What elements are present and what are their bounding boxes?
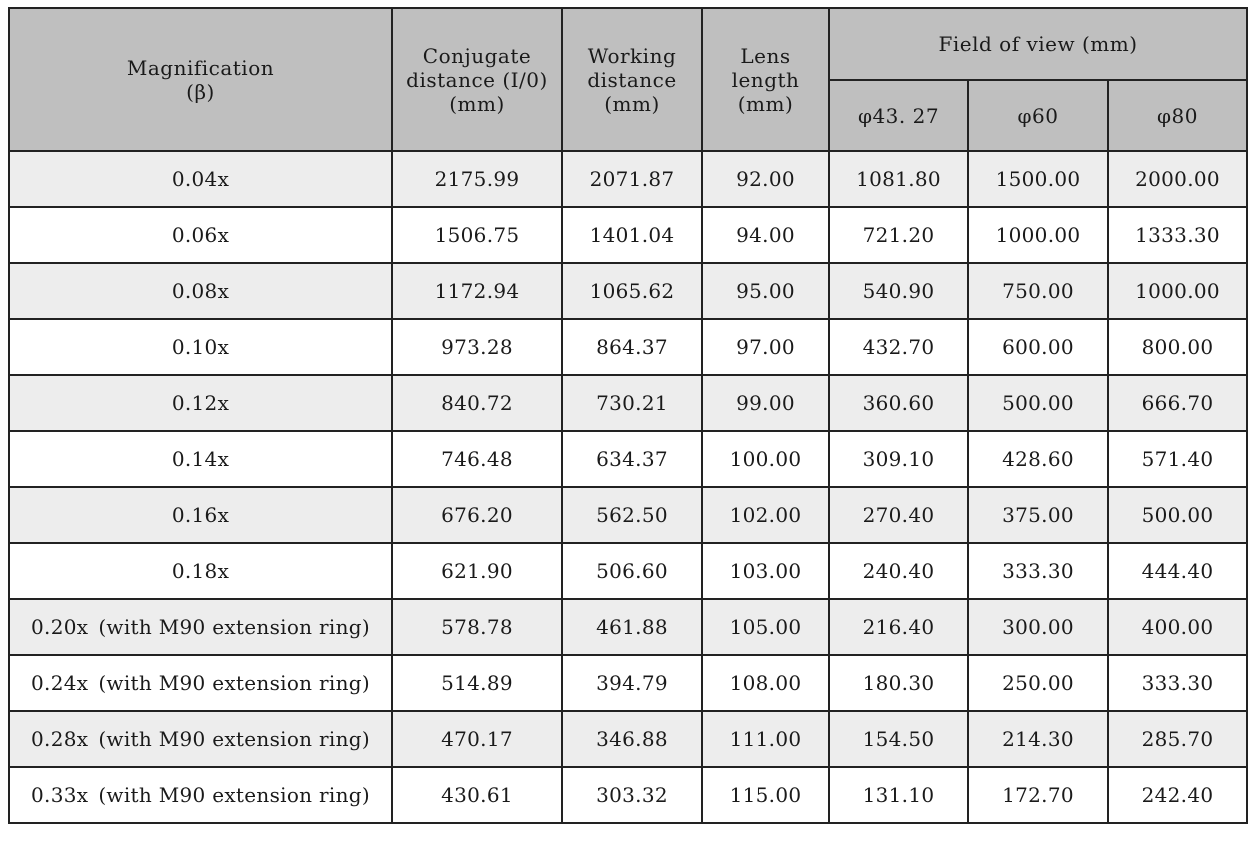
fov-60-cell: 428.60 bbox=[968, 431, 1108, 487]
lens-length-cell: 103.00 bbox=[702, 543, 829, 599]
fov-60-cell: 214.30 bbox=[968, 711, 1108, 767]
header-working-line-1: Working bbox=[587, 43, 677, 68]
magnification-cell bbox=[9, 599, 392, 655]
fov-43-cell: 180.30 bbox=[829, 655, 968, 711]
table-row bbox=[9, 655, 1247, 711]
conjugate-distance-cell: 840.72 bbox=[392, 375, 562, 431]
lens-length-cell: 97.00 bbox=[702, 319, 829, 375]
fov-80-cell: 571.40 bbox=[1108, 431, 1247, 487]
working-distance-cell: 346.88 bbox=[562, 711, 702, 767]
header-lens-length bbox=[702, 8, 829, 151]
fov-60-cell: 1000.00 bbox=[968, 207, 1108, 263]
lens-length-cell: 115.00 bbox=[702, 767, 829, 823]
working-distance-cell: 1401.04 bbox=[562, 207, 702, 263]
magnification-cell bbox=[9, 207, 392, 263]
working-distance-cell: 2071.87 bbox=[562, 151, 702, 207]
magnification-value: 0.04x bbox=[171, 167, 230, 191]
header-lens-line-2: length bbox=[731, 67, 800, 92]
header-fov-60: φ60 bbox=[968, 80, 1108, 151]
fov-60-cell: 300.00 bbox=[968, 599, 1108, 655]
magnification-cell bbox=[9, 767, 392, 823]
header-lens-line-3: (mm) bbox=[737, 91, 794, 116]
fov-60-cell: 333.30 bbox=[968, 543, 1108, 599]
lens-length-cell: 105.00 bbox=[702, 599, 829, 655]
header-magnification bbox=[9, 8, 392, 151]
header-working-distance bbox=[562, 8, 702, 151]
working-distance-cell: 730.21 bbox=[562, 375, 702, 431]
table-row bbox=[9, 207, 1247, 263]
fov-60-cell: 750.00 bbox=[968, 263, 1108, 319]
fov-80-cell: 500.00 bbox=[1108, 487, 1247, 543]
fov-60-cell: 250.00 bbox=[968, 655, 1108, 711]
fov-60-cell: 1500.00 bbox=[968, 151, 1108, 207]
conjugate-distance-cell: 973.28 bbox=[392, 319, 562, 375]
magnification-value: 0.12x bbox=[171, 391, 230, 415]
fov-80-cell: 1000.00 bbox=[1108, 263, 1247, 319]
fov-80-cell: 2000.00 bbox=[1108, 151, 1247, 207]
table-row bbox=[9, 319, 1247, 375]
magnification-value: 0.28x bbox=[31, 727, 89, 751]
conjugate-distance-cell: 578.78 bbox=[392, 599, 562, 655]
magnification-note: (with M90 extension ring) bbox=[98, 727, 370, 751]
fov-43-cell: 309.10 bbox=[829, 431, 968, 487]
fov-60-cell: 375.00 bbox=[968, 487, 1108, 543]
header-working-line-3: (mm) bbox=[604, 91, 660, 116]
lens-length-cell: 95.00 bbox=[702, 263, 829, 319]
magnification-cell bbox=[9, 375, 392, 431]
table-row bbox=[9, 431, 1247, 487]
magnification-note: (with M90 extension ring) bbox=[98, 783, 370, 807]
working-distance-cell: 461.88 bbox=[562, 599, 702, 655]
magnification-cell bbox=[9, 431, 392, 487]
magnification-value: 0.06x bbox=[171, 223, 230, 247]
magnification-value: 0.08x bbox=[171, 279, 230, 303]
fov-80-cell: 242.40 bbox=[1108, 767, 1247, 823]
conjugate-distance-cell: 621.90 bbox=[392, 543, 562, 599]
magnification-value: 0.18x bbox=[171, 559, 230, 583]
header-magnification-line-1: Magnification bbox=[126, 55, 275, 80]
header-magnification-line-2: (β) bbox=[186, 79, 215, 104]
table-header bbox=[9, 8, 1247, 151]
table-row bbox=[9, 711, 1247, 767]
header-conjugate-line-3: (mm) bbox=[449, 91, 505, 116]
table-row bbox=[9, 263, 1247, 319]
header-conjugate-line-1: Conjugate bbox=[422, 43, 532, 68]
conjugate-distance-cell: 1172.94 bbox=[392, 263, 562, 319]
magnification-cell bbox=[9, 487, 392, 543]
fov-80-cell: 1333.30 bbox=[1108, 207, 1247, 263]
fov-43-cell: 216.40 bbox=[829, 599, 968, 655]
table-row bbox=[9, 767, 1247, 823]
fov-43-cell: 240.40 bbox=[829, 543, 968, 599]
lens-length-cell: 92.00 bbox=[702, 151, 829, 207]
fov-43-cell: 360.60 bbox=[829, 375, 968, 431]
fov-43-cell: 432.70 bbox=[829, 319, 968, 375]
fov-80-cell: 444.40 bbox=[1108, 543, 1247, 599]
lens-length-cell: 102.00 bbox=[702, 487, 829, 543]
conjugate-distance-cell: 1506.75 bbox=[392, 207, 562, 263]
lens-length-cell: 100.00 bbox=[702, 431, 829, 487]
fov-43-cell: 154.50 bbox=[829, 711, 968, 767]
fov-43-cell: 540.90 bbox=[829, 263, 968, 319]
table-body bbox=[9, 151, 1247, 823]
conjugate-distance-cell: 746.48 bbox=[392, 431, 562, 487]
working-distance-cell: 634.37 bbox=[562, 431, 702, 487]
table-row bbox=[9, 599, 1247, 655]
magnification-cell bbox=[9, 263, 392, 319]
working-distance-cell: 864.37 bbox=[562, 319, 702, 375]
conjugate-distance-cell: 514.89 bbox=[392, 655, 562, 711]
lens-length-cell: 111.00 bbox=[702, 711, 829, 767]
magnification-note: (with M90 extension ring) bbox=[98, 671, 370, 695]
working-distance-cell: 1065.62 bbox=[562, 263, 702, 319]
fov-43-cell: 270.40 bbox=[829, 487, 968, 543]
magnification-cell bbox=[9, 319, 392, 375]
magnification-value: 0.14x bbox=[171, 447, 230, 471]
table-row bbox=[9, 151, 1247, 207]
magnification-cell bbox=[9, 151, 392, 207]
header-fov-80: φ80 bbox=[1108, 80, 1247, 151]
fov-60-cell: 600.00 bbox=[968, 319, 1108, 375]
header-conjugate-distance bbox=[392, 8, 562, 151]
lens-length-cell: 108.00 bbox=[702, 655, 829, 711]
table-row bbox=[9, 543, 1247, 599]
fov-60-cell: 172.70 bbox=[968, 767, 1108, 823]
fov-80-cell: 400.00 bbox=[1108, 599, 1247, 655]
fov-43-cell: 721.20 bbox=[829, 207, 968, 263]
magnification-note: (with M90 extension ring) bbox=[98, 615, 370, 639]
fov-80-cell: 666.70 bbox=[1108, 375, 1247, 431]
header-field-of-view: Field of view (mm) bbox=[829, 8, 1247, 80]
magnification-spec-table bbox=[8, 7, 1248, 824]
working-distance-cell: 506.60 bbox=[562, 543, 702, 599]
lens-length-cell: 94.00 bbox=[702, 207, 829, 263]
table-row bbox=[9, 487, 1247, 543]
conjugate-distance-cell: 470.17 bbox=[392, 711, 562, 767]
lens-length-cell: 99.00 bbox=[702, 375, 829, 431]
header-fov-43: φ43. 27 bbox=[829, 80, 968, 151]
magnification-value: 0.10x bbox=[171, 335, 230, 359]
fov-80-cell: 333.30 bbox=[1108, 655, 1247, 711]
fov-43-cell: 1081.80 bbox=[829, 151, 968, 207]
working-distance-cell: 562.50 bbox=[562, 487, 702, 543]
magnification-value: 0.33x bbox=[31, 783, 89, 807]
conjugate-distance-cell: 676.20 bbox=[392, 487, 562, 543]
header-working-line-2: distance bbox=[587, 67, 677, 92]
magnification-cell bbox=[9, 711, 392, 767]
fov-43-cell: 131.10 bbox=[829, 767, 968, 823]
magnification-cell bbox=[9, 655, 392, 711]
header-conjugate-line-2: distance (I/0) bbox=[406, 67, 548, 92]
working-distance-cell: 303.32 bbox=[562, 767, 702, 823]
fov-80-cell: 800.00 bbox=[1108, 319, 1247, 375]
conjugate-distance-cell: 430.61 bbox=[392, 767, 562, 823]
table-row bbox=[9, 375, 1247, 431]
fov-60-cell: 500.00 bbox=[968, 375, 1108, 431]
header-lens-line-1: Lens bbox=[740, 43, 791, 68]
magnification-value: 0.20x bbox=[31, 615, 89, 639]
magnification-value: 0.16x bbox=[171, 503, 230, 527]
fov-80-cell: 285.70 bbox=[1108, 711, 1247, 767]
magnification-value: 0.24x bbox=[31, 671, 89, 695]
working-distance-cell: 394.79 bbox=[562, 655, 702, 711]
magnification-cell bbox=[9, 543, 392, 599]
conjugate-distance-cell: 2175.99 bbox=[392, 151, 562, 207]
